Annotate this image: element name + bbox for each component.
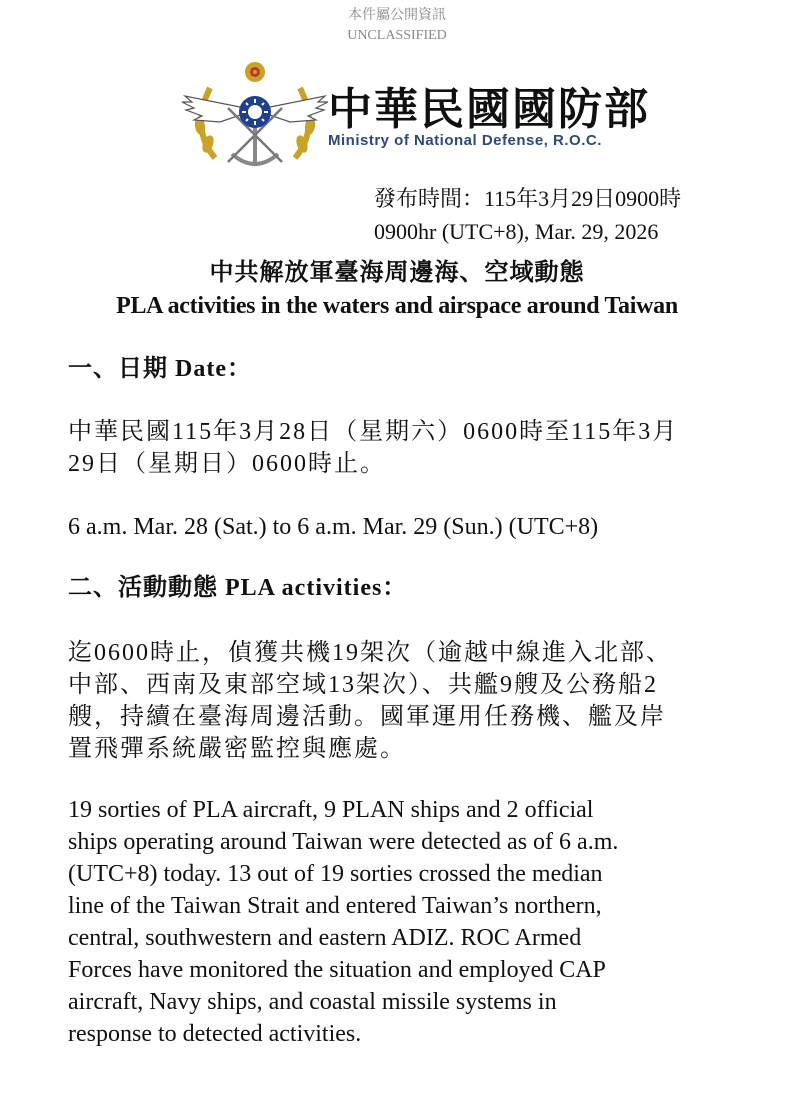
release-time-en: 0900hr (UTC+8), Mar. 29, 2026 xyxy=(374,219,659,244)
activities-en-line: ships operating around Taiwan were detected as of 6 a.m. xyxy=(68,829,619,855)
section-date-heading: 一、日期 Date： xyxy=(68,356,252,382)
classification-banner xyxy=(0,6,794,46)
activities-paragraph-zh xyxy=(68,637,758,765)
release-time-zh: 發布時間：115年3月29日0900時 xyxy=(374,186,682,211)
date-zh-line: 中華民國115年3月28日（星期六）0600時至115年3月 xyxy=(68,419,679,445)
activities-en-line: line of the Taiwan Strait and entered Taiwan’s northern, xyxy=(68,893,602,919)
title-en: PLA activities in the waters and airspace around Taiwan xyxy=(116,293,678,319)
date-paragraph-zh xyxy=(68,416,758,480)
ministry-name-zh: 中華民國國防部 xyxy=(328,84,650,135)
classification-zh: 本件屬公開資訊 xyxy=(348,8,446,23)
activities-zh-line: 置飛彈系統嚴密監控與應處。 xyxy=(68,736,406,762)
title-zh: 中共解放軍臺海周邊海、空域動態 xyxy=(209,260,585,286)
activities-en-line: Forces have monitored the situation and employed CAP xyxy=(68,957,606,983)
release-time xyxy=(374,182,681,248)
classification-en: UNCLASSIFIED xyxy=(347,28,447,43)
document-title xyxy=(0,256,794,322)
activities-paragraph-en xyxy=(68,794,758,1050)
section-activities-heading: 二、活動動態 PLA activities： xyxy=(68,575,408,601)
activities-en-line: 19 sorties of PLA aircraft, 9 PLAN ships and 2 official xyxy=(68,797,594,823)
date-paragraph-en: 6 a.m. Mar. 28 (Sat.) to 6 a.m. Mar. 29 (Sun.) (UTC+8) xyxy=(68,514,599,540)
ministry-emblem-icon xyxy=(180,58,330,176)
activities-zh-line: 艘，持續在臺海周邊活動。國軍運用任務機、艦及岸 xyxy=(68,704,666,730)
ministry-name-en: Ministry of National Defense, R.O.C. xyxy=(328,132,602,149)
activities-en-line: aircraft, Navy ships, and coastal missile systems in xyxy=(68,989,557,1015)
activities-zh-line: 迄0600時止，偵獲共機19架次（逾越中線進入北部、 xyxy=(68,640,672,666)
activities-en-line: central, southwestern and eastern ADIZ. ROC Armed xyxy=(68,925,582,951)
activities-en-line: (UTC+8) today. 13 out of 19 sorties crossed the median xyxy=(68,861,603,887)
activities-en-line: response to detected activities. xyxy=(68,1021,362,1047)
date-zh-line: 29日（星期日）0600時止。 xyxy=(68,451,386,477)
activities-zh-line: 中部、西南及東部空域13架次）、共艦9艘及公務船2 xyxy=(68,672,658,698)
